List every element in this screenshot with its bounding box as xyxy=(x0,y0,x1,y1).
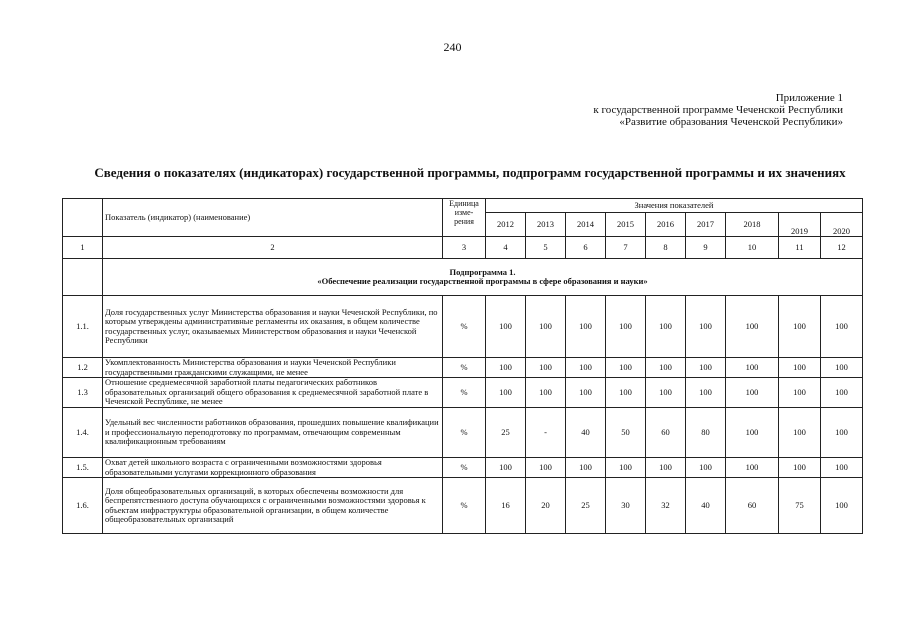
year-2019: 2019 xyxy=(779,213,821,237)
col-number: 4 xyxy=(486,237,526,259)
row-number: 1.6. xyxy=(63,478,103,534)
row-value: 40 xyxy=(686,478,726,534)
row-number: 1.5. xyxy=(63,458,103,478)
row-value: 100 xyxy=(566,296,606,358)
year-2015: 2015 xyxy=(606,213,646,237)
row-number: 1.3 xyxy=(63,378,103,408)
row-value: 100 xyxy=(646,458,686,478)
table-row xyxy=(63,378,863,408)
row-unit: % xyxy=(443,358,486,378)
col-number: 10 xyxy=(726,237,779,259)
row-indicator-name: Укомплектованность Министерства образования и науки Чеченской Республики государственными гражданскими служащими, не менее xyxy=(103,358,443,378)
row-value: 100 xyxy=(686,458,726,478)
subprogram-subtitle: «Обеспечение реализации государственной программы в сфере образования и науки» xyxy=(317,276,648,286)
row-value: 100 xyxy=(726,358,779,378)
col-number: 11 xyxy=(779,237,821,259)
year-2014: 2014 xyxy=(566,213,606,237)
appendix-line-3: «Развитие образования Чеченской Республики» xyxy=(619,116,843,128)
row-value: 60 xyxy=(726,478,779,534)
row-unit: % xyxy=(443,458,486,478)
indicators-table xyxy=(62,198,863,534)
row-value: 100 xyxy=(686,358,726,378)
row-value: 100 xyxy=(566,458,606,478)
col-number: 7 xyxy=(606,237,646,259)
row-value: 100 xyxy=(821,458,863,478)
row-indicator-name: Отношение среднемесячной заработной платы педагогических работников образовательных организаций общего образования к среднемесячной заработной плате в Чеченской Республике, не менее xyxy=(103,378,443,408)
row-value: 32 xyxy=(646,478,686,534)
table-row xyxy=(63,458,863,478)
row-unit: % xyxy=(443,408,486,458)
row-value: 100 xyxy=(686,296,726,358)
col-number: 9 xyxy=(686,237,726,259)
col-number: 6 xyxy=(566,237,606,259)
header-number-cell xyxy=(63,199,103,237)
row-value: 100 xyxy=(779,358,821,378)
col-number: 2 xyxy=(103,237,443,259)
row-value: 80 xyxy=(686,408,726,458)
row-number: 1.2 xyxy=(63,358,103,378)
row-unit: % xyxy=(443,378,486,408)
col-number: 3 xyxy=(443,237,486,259)
row-value: 100 xyxy=(726,378,779,408)
col-number: 5 xyxy=(526,237,566,259)
row-value: 100 xyxy=(486,358,526,378)
row-value: 60 xyxy=(646,408,686,458)
year-2020: 2020 xyxy=(821,213,863,237)
row-value: 100 xyxy=(526,296,566,358)
year-2012: 2012 xyxy=(486,213,526,237)
year-2018: 2018 xyxy=(726,213,779,237)
row-value: 16 xyxy=(486,478,526,534)
col-number: 12 xyxy=(821,237,863,259)
row-value: 100 xyxy=(821,296,863,358)
row-value: 100 xyxy=(486,458,526,478)
col-number: 1 xyxy=(63,237,103,259)
header-values: Значения показателей xyxy=(486,199,863,213)
subprogram-number-cell xyxy=(63,259,103,296)
row-value: 100 xyxy=(526,378,566,408)
row-value: 100 xyxy=(646,296,686,358)
column-numbers-row xyxy=(63,237,863,259)
row-value: 100 xyxy=(526,458,566,478)
row-value: 100 xyxy=(486,296,526,358)
row-indicator-name: Охват детей школьного возраста с ограниченными возможностями здоровья образовательными услугами коррекционного образования xyxy=(103,458,443,478)
header-indicator: Показатель (индикатор) (наименование) xyxy=(103,199,443,237)
subprogram-row xyxy=(63,259,863,296)
row-value: 100 xyxy=(606,296,646,358)
row-value: 100 xyxy=(779,408,821,458)
row-value: 100 xyxy=(726,458,779,478)
row-value: 100 xyxy=(779,296,821,358)
row-value: 100 xyxy=(646,378,686,408)
table-row xyxy=(63,296,863,358)
row-value: 25 xyxy=(486,408,526,458)
row-value: 100 xyxy=(646,358,686,378)
row-number: 1.1. xyxy=(63,296,103,358)
row-value: - xyxy=(526,408,566,458)
row-value: 25 xyxy=(566,478,606,534)
indicator-rows xyxy=(63,296,863,534)
table-row xyxy=(63,358,863,378)
row-value: 100 xyxy=(526,358,566,378)
row-value: 50 xyxy=(606,408,646,458)
row-value: 100 xyxy=(606,458,646,478)
row-indicator-name: Удельный вес численности работников образования, прошедших повышение квалификации и профессиональную переподготовку по программам, отвечающим современным квалификационным требованиям xyxy=(103,408,443,458)
row-value: 100 xyxy=(566,378,606,408)
page-number: 240 xyxy=(443,40,462,54)
row-value: 100 xyxy=(486,378,526,408)
row-indicator-name: Доля общеобразовательных организаций, в которых обеспечены возможности для беспрепятственного доступа обучающихся с ограниченными возможностями здоровья к объектам инфраструктуры образовательной организации, в общем количестве общеобразовательных организаций xyxy=(103,478,443,534)
appendix-line-1: Приложение 1 xyxy=(775,92,843,104)
subprogram-heading xyxy=(103,259,863,296)
appendix-line-2: к государственной программе Чеченской Республики xyxy=(593,104,843,116)
row-unit: % xyxy=(443,478,486,534)
row-value: 100 xyxy=(821,378,863,408)
row-number: 1.4. xyxy=(63,408,103,458)
table-row xyxy=(63,478,863,534)
row-value: 100 xyxy=(779,458,821,478)
row-value: 100 xyxy=(686,378,726,408)
col-number: 8 xyxy=(646,237,686,259)
row-value: 40 xyxy=(566,408,606,458)
subprogram-title: Подпрограмма 1. xyxy=(449,266,516,277)
row-value: 100 xyxy=(821,408,863,458)
row-value: 100 xyxy=(779,378,821,408)
table-row xyxy=(63,408,863,458)
row-value: 100 xyxy=(821,478,863,534)
row-value: 100 xyxy=(726,296,779,358)
row-value: 100 xyxy=(566,358,606,378)
row-value: 100 xyxy=(606,378,646,408)
document-title: Сведения о показателях (индикаторах) государственной программы, подпрограмм государственной программы и их значениях xyxy=(94,165,846,180)
row-value: 100 xyxy=(606,358,646,378)
year-2017: 2017 xyxy=(686,213,726,237)
row-indicator-name: Доля государственных услуг Министерства образования и науки Чеченской Республики, по которым утверждены административные регламенты их оказания, в общем количестве государственных услуг, оказываемых Министерством образования и науки Чеченской Республики xyxy=(103,296,443,358)
row-value: 20 xyxy=(526,478,566,534)
row-unit: % xyxy=(443,296,486,358)
row-value: 100 xyxy=(726,408,779,458)
appendix-block xyxy=(593,92,843,128)
row-value: 100 xyxy=(821,358,863,378)
header-unit: Единица изме- рения xyxy=(443,199,486,237)
row-value: 30 xyxy=(606,478,646,534)
year-2016: 2016 xyxy=(646,213,686,237)
row-value: 75 xyxy=(779,478,821,534)
year-2013: 2013 xyxy=(526,213,566,237)
